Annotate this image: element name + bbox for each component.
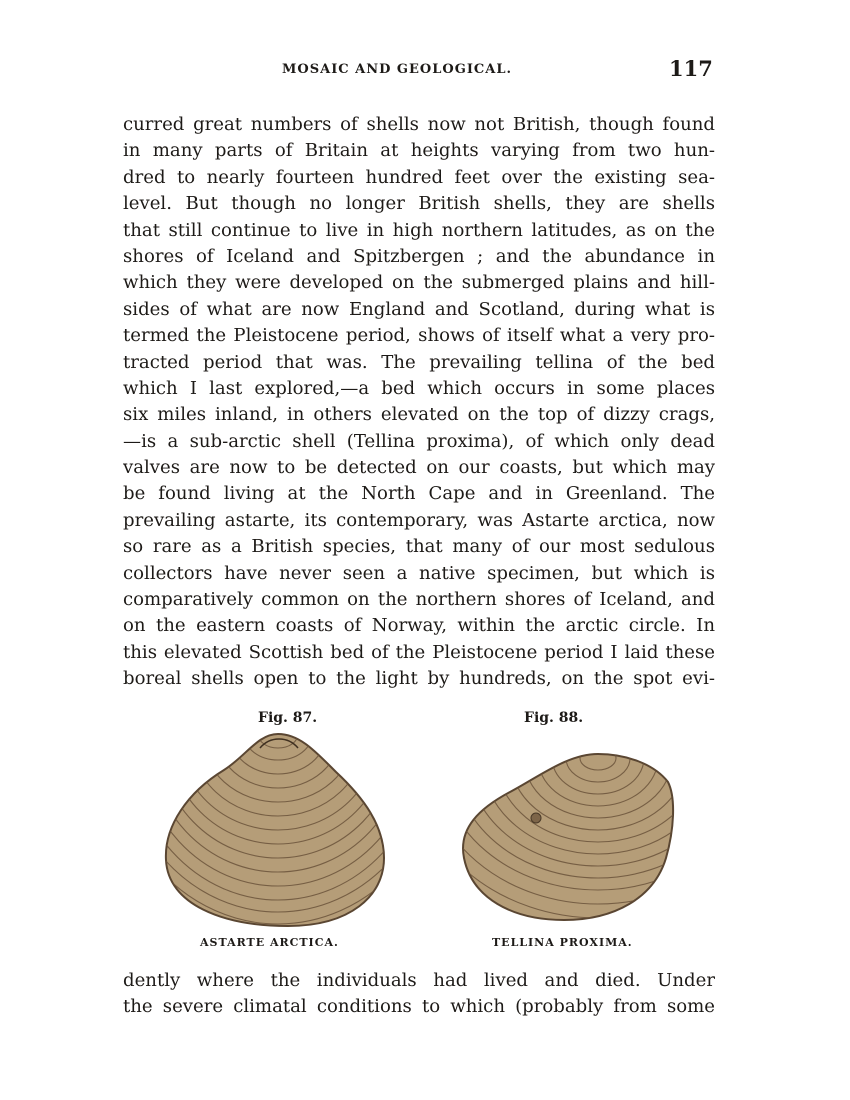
- text-line: collectors have never seen a native specimen, but which is: [123, 562, 715, 584]
- running-title: MOSAIC AND GEOLOGICAL.: [282, 62, 512, 77]
- astarte-shell-icon: [160, 730, 390, 930]
- text-line: this elevated Scottish bed of the Pleistocene period I laid these: [123, 641, 715, 663]
- page-number: 117: [669, 56, 713, 81]
- text-line: comparatively common on the northern shores of Iceland, and: [123, 589, 715, 611]
- text-line: level. But though no longer British shells, they are shells: [123, 193, 715, 215]
- text-line: valves are now to be detected on our coasts, but which may: [123, 457, 715, 479]
- text-line: in many parts of Britain at heights varying from two hun-: [123, 140, 715, 162]
- text-line: which I last explored,—a bed which occurs in some places: [123, 377, 715, 399]
- text-line: that still continue to live in high northern latitudes, as on the: [123, 219, 715, 241]
- text-line: the severe climatal conditions to which (probably from some: [123, 996, 715, 1018]
- text-line: boreal shells open to the light by hundreds, on the spot evi-: [123, 668, 715, 690]
- text-line: —is a sub-arctic shell (Tellina proxima), of which only dead: [123, 430, 715, 452]
- text-line: termed the Pleistocene period, shows of itself what a very pro-: [123, 325, 715, 347]
- figure-87-label: Fig. 87.: [258, 710, 318, 726]
- paragraph-lower: [123, 968, 715, 1021]
- text-line: which they were developed on the submerged plains and hill-: [123, 272, 715, 294]
- text-line: dently where the individuals had lived and died. Under: [123, 970, 715, 991]
- text-line: six miles inland, in others elevated on the top of dizzy crags,: [123, 404, 715, 426]
- figure-88-label: Fig. 88.: [524, 710, 584, 726]
- text-line: be found living at the North Cape and in Greenland. The: [123, 483, 715, 505]
- text-line: on the eastern coasts of Norway, within the arctic circle. In: [123, 615, 715, 637]
- text-line: prevailing astarte, its contemporary, was Astarte arctica, now: [123, 509, 715, 531]
- tellina-shell-icon: [458, 748, 678, 924]
- text-line: sides of what are now England and Scotland, during what is: [123, 298, 715, 320]
- figure-87-caption: ASTARTE ARCTICA.: [200, 936, 339, 949]
- text-line: so rare as a British species, that many of our most sedulous: [123, 536, 715, 558]
- figure-88-caption: TELLINA PROXIMA.: [492, 936, 633, 949]
- text-line: shores of Iceland and Spitzbergen ; and the abundance in: [123, 245, 715, 267]
- paragraph-upper: [123, 112, 715, 693]
- text-line: curred great numbers of shells now not British, though found: [123, 114, 715, 135]
- text-line: dred to nearly fourteen hundred feet over the existing sea-: [123, 166, 715, 188]
- text-line: tracted period that was. The prevailing tellina of the bed: [123, 351, 715, 373]
